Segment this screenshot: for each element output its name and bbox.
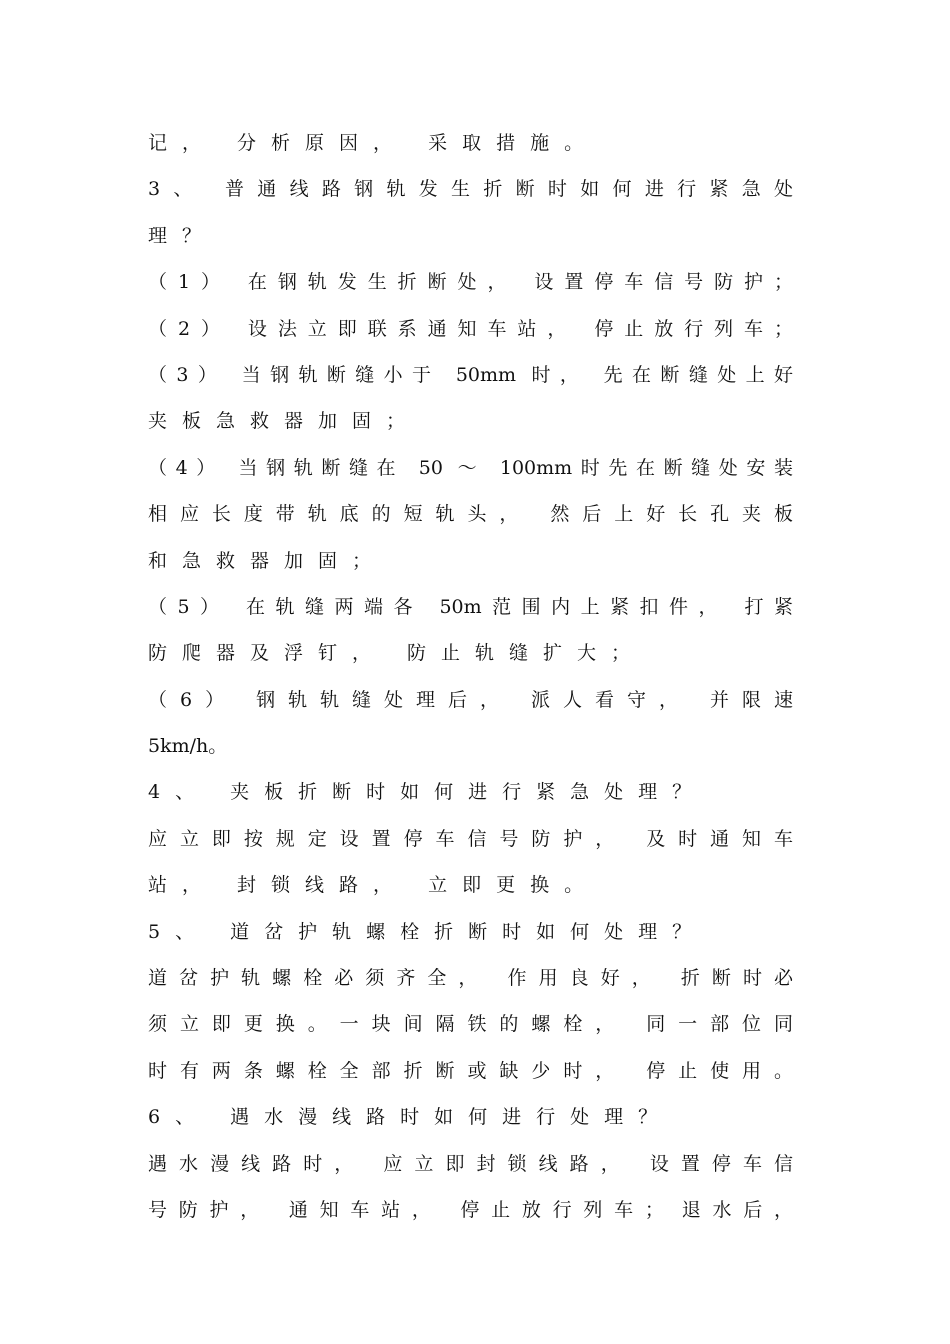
answer-3-item-2: （2） 设法立即联系通知车站， 停止放行列车；: [148, 317, 793, 340]
question-5-heading: 5、 道岔护轨螺栓折断时如何处理？: [148, 920, 707, 943]
answer-3-item-4-cont: 相应长度带轨底的短轨头， 然后上好长孔夹板: [148, 503, 793, 526]
answer-5-line-2: 须立即更换。一块间隔铁的螺栓， 同一部位同: [148, 1013, 793, 1036]
answer-6-line-1: 遇水漫线路时， 应立即封锁线路， 设置停车信: [148, 1152, 793, 1175]
answer-3-item-5-cont: 防爬器及浮钉， 防止轨缝扩大；: [148, 642, 646, 665]
answer-3-item-4-end: 和急救器加固；: [148, 549, 387, 572]
text-line-1: 记， 分析原因， 采取措施。: [148, 132, 599, 154]
answer-3-item-1: （1） 在钢轨发生折断处， 设置停车信号防护；: [148, 271, 793, 294]
answer-4-line-1: 应立即按规定设置停车信号防护， 及时通知车: [148, 827, 793, 850]
answer-4-line-2: 站， 封锁线路， 立即更换。: [148, 874, 599, 897]
question-3-heading: 3、 普通线路钢轨发生折断时如何进行紧急处: [148, 178, 793, 201]
answer-5-line-1: 道岔护轨螺栓必须齐全， 作用良好， 折断时必: [148, 967, 793, 990]
answer-3-item-3-cont: 夹板急救器加固；: [148, 410, 421, 433]
answer-5-line-3: 时有两条螺栓全部折断或缺少时， 停止使用。: [148, 1059, 793, 1082]
document-page: [148, 120, 793, 1233]
answer-3-item-3: （3） 当钢轨断缝小于 50mm 时， 先在断缝处上好: [148, 363, 793, 386]
answer-3-item-6: （6） 钢轨轨缝处理后， 派人看守， 并限速: [148, 688, 793, 711]
answer-3-item-6-cont: 5km/h。: [148, 735, 228, 758]
question-3-heading-cont: 理？: [148, 224, 217, 247]
answer-6-line-2: 号防护， 通知车站， 停止放行列车； 退水后，: [148, 1198, 793, 1221]
question-4-heading: 4、 夹板折断时如何进行紧急处理？: [148, 781, 707, 804]
answer-3-item-4: （4） 当钢轨断缝在 50 ～ 100mm时先在断缝处安装: [148, 456, 793, 479]
answer-3-item-5: （5） 在轨缝两端各 50m范围内上紧扣件， 打紧: [148, 595, 793, 618]
question-6-heading: 6、 遇水漫线路时如何进行处理？: [148, 1106, 673, 1129]
